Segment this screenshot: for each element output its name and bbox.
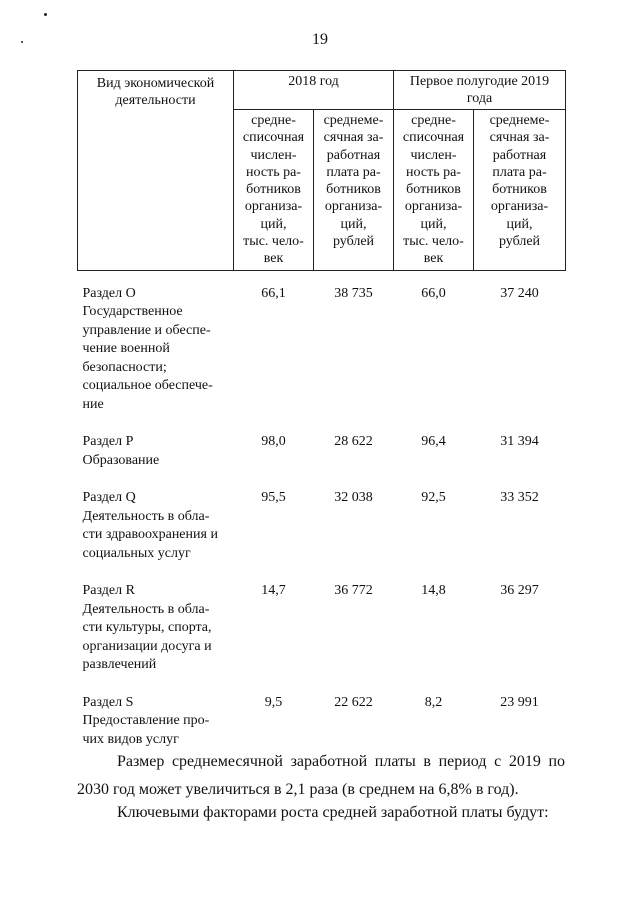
header-period-2018: 2018 год xyxy=(234,71,394,110)
page-number: 19 xyxy=(312,31,328,48)
header-period-2019-h1: Первое полугодие 2019 года xyxy=(394,71,566,110)
header-text: средне- списочная числен- ность ра- ботников организа- ций, тыс. чело- век xyxy=(242,113,305,267)
row-activity-name: Раздел О Государственное управление и обеспе- чение военной безопасности; социальное обеспече- ние xyxy=(82,285,213,412)
paragraph-salary-growth: Размер среднемесячной заработной платы в период с 2019 по 2030 год может увеличиться в 2,1 раза (в среднем на 6,8% в год). xyxy=(77,753,565,798)
header-text: среднеме- сячная за- работная плата ра- ботников организа- ций, рублей xyxy=(489,113,550,250)
row-activity-name: Раздел R Деятельность в обла- сти культуры, спорта, организации досуга и развлечений xyxy=(82,583,212,673)
scan-dot xyxy=(44,13,47,16)
row-salary-2019: 33 352 xyxy=(500,490,539,506)
row-salary-2018: 28 622 xyxy=(334,434,373,450)
paragraph-key-factors: Ключевыми факторами роста средней заработной платы будут: xyxy=(117,804,549,821)
row-headcount-2019: 66,0 xyxy=(421,285,446,301)
row-headcount-2019: 96,4 xyxy=(421,434,446,450)
header-activity-kind: Вид экономической деятельности xyxy=(78,71,234,271)
row-salary-2018: 32 038 xyxy=(334,490,373,506)
row-salary-2019: 37 240 xyxy=(500,285,539,301)
table-row xyxy=(78,582,566,694)
row-headcount-2018: 9,5 xyxy=(264,694,283,710)
header-text: среднеме- сячная за- работная плата ра- ботников организа- ций, рублей xyxy=(323,113,384,250)
row-headcount-2018: 98,0 xyxy=(261,434,286,450)
table-row xyxy=(78,270,566,433)
header-headcount-2018 xyxy=(234,110,314,271)
row-headcount-2019: 8,2 xyxy=(424,694,443,710)
row-headcount-2019: 14,8 xyxy=(421,583,446,599)
row-salary-2019: 23 991 xyxy=(500,694,539,710)
row-salary-2018: 36 772 xyxy=(334,583,373,599)
table-row xyxy=(78,433,566,489)
header-headcount-2019 xyxy=(394,110,474,271)
header-text: средне- списочная числен- ность ра- ботников организа- ций, тыс. чело- век xyxy=(402,113,465,267)
row-activity-name: Раздел Q Деятельность в обла- сти здравоохранения и социальных услуг xyxy=(82,490,218,561)
table-row xyxy=(78,489,566,582)
row-salary-2019: 31 394 xyxy=(500,434,539,450)
row-activity-name: Раздел S Предоставление про- чих видов услуг xyxy=(82,694,210,747)
header-salary-2019 xyxy=(474,110,566,271)
row-activity-name: Раздел Р Образование xyxy=(82,434,160,468)
row-headcount-2019: 92,5 xyxy=(421,490,446,506)
row-headcount-2018: 95,5 xyxy=(261,490,286,506)
statistics-table xyxy=(77,70,566,768)
row-headcount-2018: 14,7 xyxy=(261,583,286,599)
row-headcount-2018: 66,1 xyxy=(261,285,286,301)
row-salary-2019: 36 297 xyxy=(500,583,539,599)
row-salary-2018: 38 735 xyxy=(334,285,373,301)
row-salary-2018: 22 622 xyxy=(334,694,373,710)
header-salary-2018 xyxy=(314,110,394,271)
